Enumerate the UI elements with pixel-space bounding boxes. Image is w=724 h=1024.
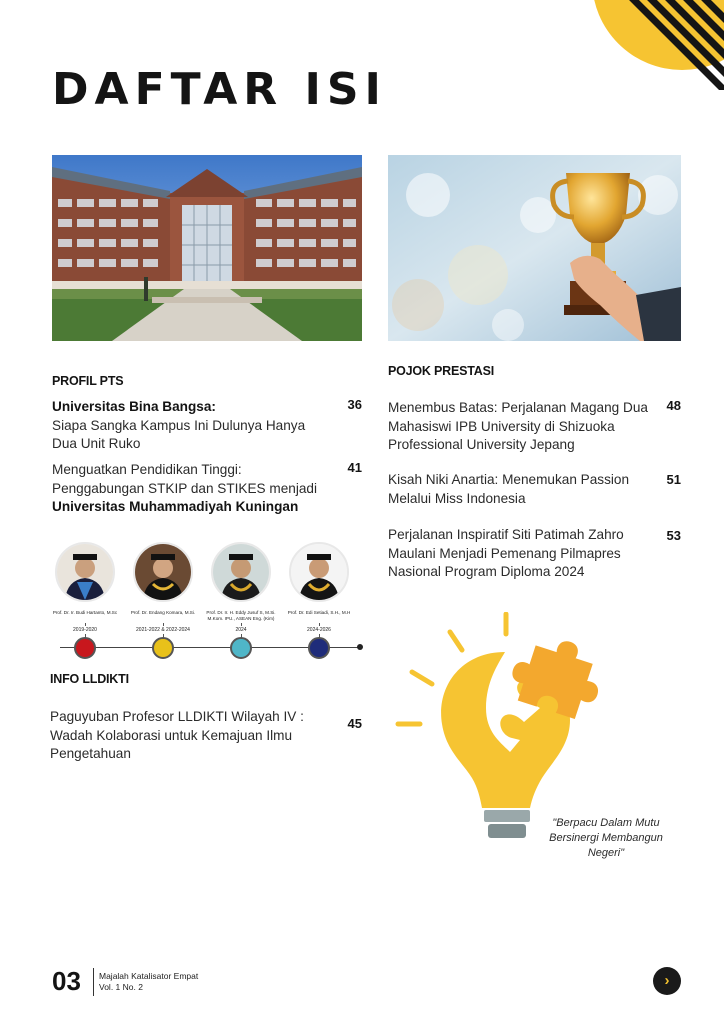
magazine-info (99, 971, 198, 993)
avatar (133, 542, 193, 602)
timeline-person-name: Prof. Dr. Ir. H. Eddy Jusuf S, M.Si. M.Kom. IPU., ASEAN Eng. (Kim) (206, 610, 276, 621)
toc-entry[interactable] (50, 708, 318, 764)
timeline-years: 2024-2026 (307, 627, 331, 633)
toc-page-number: 53 (666, 528, 681, 543)
page-title: DAFTAR ISI (52, 64, 387, 115)
timeline-years: 2021-2022 & 2022-2024 (136, 627, 190, 633)
toc-page-number: 48 (666, 398, 681, 413)
toc-entry-lead: Universitas Bina Bangsa: (52, 399, 216, 414)
page-number: 03 (52, 966, 81, 996)
section-heading-profil-pts: PROFIL PTS (52, 374, 124, 388)
toc-entry-title: Kisah Niki Anartia: Menemukan Passion Melalui Miss Indonesia (388, 472, 630, 506)
toc-entry-title: Menembus Batas: Perjalanan Magang Dua Mahasiswi IPB University di Shizuoka Professional University Jepang (388, 400, 648, 452)
toc-page-number: 41 (347, 460, 362, 475)
lightbulb-puzzle-icon (390, 612, 630, 842)
timeline-years: 2019-2020 (73, 627, 97, 633)
section-heading-pojok-prestasi: POJOK PRESTASI (388, 364, 495, 378)
timeline-dot (308, 637, 330, 659)
next-page-button[interactable] (653, 967, 681, 995)
timeline-dot (152, 637, 174, 659)
toc-entry[interactable] (52, 398, 324, 454)
toc-entry[interactable] (388, 471, 650, 508)
toc-entry[interactable] (388, 526, 650, 582)
magazine-volume: Vol. 1 No. 2 (99, 982, 143, 992)
timeline-person-name: Prof. Dr. Edi Setiadi, S.H., M.H (287, 610, 351, 615)
magazine-name: Majalah Katalisator Empat (99, 971, 199, 981)
section-heading-info-lldikti: INFO LLDIKTI (50, 672, 129, 686)
timeline-person (48, 540, 122, 640)
trophy-photo (388, 155, 681, 341)
toc-entry[interactable] (388, 399, 650, 455)
timeline-years: 2024 (235, 627, 247, 633)
toc-entry-title: Paguyuban Profesor LLDIKTI Wilayah IV : Wadah Kolaborasi untuk Kemajuan Ilmu Pengetahuan (50, 709, 304, 761)
toc-entry-tail: Universitas Muhammadiyah Kuningan (52, 499, 299, 514)
footer-divider (93, 968, 94, 996)
timeline-person-name: Prof. Dr. Ir. Budi Hartanto, M.Sc (52, 610, 118, 615)
toc-entry-title: Perjalanan Inspiratif Siti Patimah Zahro Maulani Menjadi Pemenang Pilmapres Nasional Program Diploma 2024 (388, 527, 624, 579)
corner-decoration (554, 0, 724, 90)
timeline-dot (230, 637, 252, 659)
rector-timeline (48, 540, 368, 662)
avatar (211, 542, 271, 602)
timeline-person (126, 540, 200, 640)
avatar (55, 542, 115, 602)
campus-building-photo (52, 155, 362, 341)
avatar (289, 542, 349, 602)
toc-entry-title: Menguatkan Pendidikan Tinggi: Penggabungan STKIP dan STIKES menjadi (52, 462, 318, 496)
chevron-right-icon: › (664, 972, 670, 989)
timeline-dot (74, 637, 96, 659)
timeline-person (204, 540, 278, 640)
quote-text: "Berpacu Dalam Mutu Bersinergi Membangun Negeri" (549, 817, 663, 859)
toc-entry-title: Siapa Sangka Kampus Ini Dulunya Hanya Dua Unit Ruko (52, 417, 306, 451)
timeline-person-name: Prof. Dr. Endang Komara, M.Si. (130, 610, 196, 615)
toc-entry[interactable] (52, 461, 324, 517)
toc-page-number: 36 (347, 397, 362, 412)
timeline-end-marker (357, 644, 363, 650)
toc-page-number: 51 (666, 472, 681, 487)
toc-page-number: 45 (347, 716, 362, 731)
timeline-person (282, 540, 356, 640)
